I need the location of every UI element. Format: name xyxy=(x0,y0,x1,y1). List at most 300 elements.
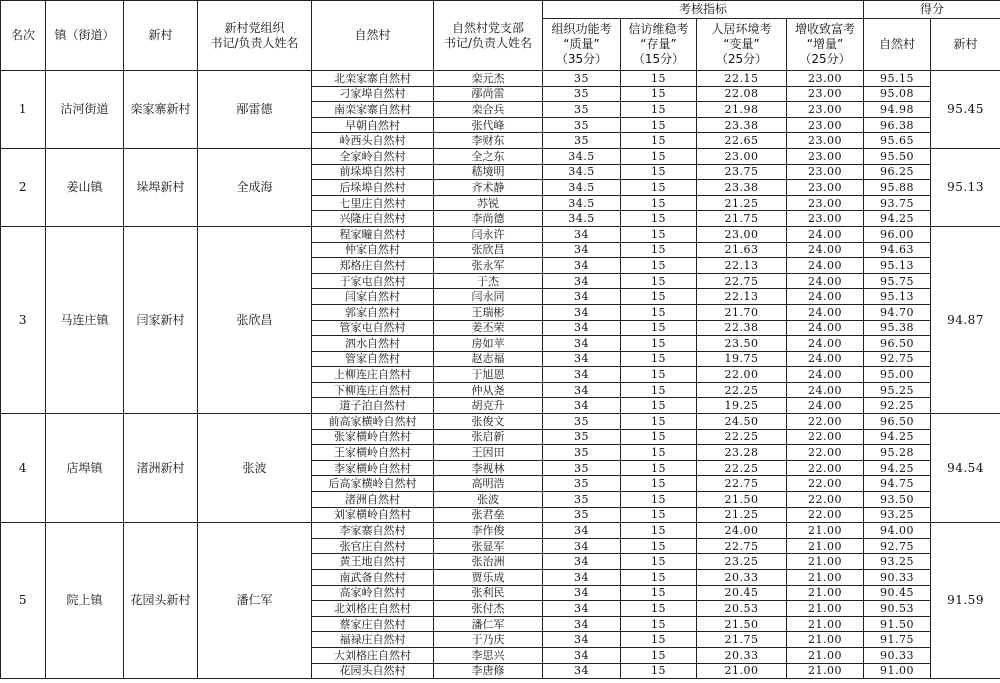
natural-village-name: 大刘格庄自然村 xyxy=(312,647,434,663)
new-village-total: 95.45 xyxy=(931,71,1000,149)
change-score: 22.25 xyxy=(697,429,787,445)
natural-village-total: 94.70 xyxy=(864,304,931,320)
natural-village-secretary: 李视林 xyxy=(434,460,543,476)
increase-score: 23.00 xyxy=(787,102,864,118)
quality-score: 35 xyxy=(543,414,621,430)
natural-village-total: 91.00 xyxy=(864,663,931,679)
increase-score: 22.00 xyxy=(787,445,864,461)
table-row xyxy=(1,414,1000,430)
change-score: 19.25 xyxy=(697,398,787,414)
change-score: 21.75 xyxy=(697,632,787,648)
table-body xyxy=(1,71,1000,679)
change-score: 22.15 xyxy=(697,71,787,87)
quality-score: 34 xyxy=(543,570,621,586)
header-line: 组织功能考 xyxy=(551,22,612,36)
natural-village-name: 刁家埠自然村 xyxy=(312,86,434,102)
natural-village-secretary: 闫永许 xyxy=(434,226,543,242)
natural-village-total: 93.25 xyxy=(864,507,931,523)
quality-score: 35 xyxy=(543,86,621,102)
natural-village-name: 兴隆庄自然村 xyxy=(312,211,434,227)
natural-village-secretary: 仲从尧 xyxy=(434,382,543,398)
natural-village-name: 北栾家寨自然村 xyxy=(312,71,434,87)
natural-village-secretary: 闫永同 xyxy=(434,289,543,305)
quality-score: 34 xyxy=(543,585,621,601)
table-header xyxy=(1,1,1000,71)
quality-score: 34 xyxy=(543,616,621,632)
natural-village-total: 95.50 xyxy=(864,148,931,164)
stock-score: 15 xyxy=(621,476,697,492)
increase-score: 21.00 xyxy=(787,632,864,648)
stock-score: 15 xyxy=(621,367,697,383)
natural-village-name: 渚洲自然村 xyxy=(312,492,434,508)
header-line: “质量” xyxy=(563,37,600,51)
natural-village-secretary: 于杰 xyxy=(434,273,543,289)
quality-score: 35 xyxy=(543,507,621,523)
increase-score: 22.00 xyxy=(787,492,864,508)
quality-score: 34 xyxy=(543,632,621,648)
change-score: 22.75 xyxy=(697,476,787,492)
stock-score: 15 xyxy=(621,289,697,305)
increase-score: 21.00 xyxy=(787,616,864,632)
new-village-total: 94.87 xyxy=(931,226,1000,413)
stock-score: 15 xyxy=(621,164,697,180)
header-line: “增量” xyxy=(806,37,844,51)
stock-score: 15 xyxy=(621,554,697,570)
table-row xyxy=(1,523,1000,539)
natural-village-total: 90.53 xyxy=(864,601,931,617)
natural-village-secretary: 张代峰 xyxy=(434,117,543,133)
header-line: 信访维稳考 xyxy=(628,22,689,36)
natural-village-name: 张官庄自然村 xyxy=(312,538,434,554)
natural-village-secretary: 李尚德 xyxy=(434,211,543,227)
natural-village-total: 92.75 xyxy=(864,538,931,554)
new-village-cell: 垛埠新村 xyxy=(124,148,198,226)
natural-village-name: 前高家横岭自然村 xyxy=(312,414,434,430)
natural-village-name: 蔡家庄自然村 xyxy=(312,616,434,632)
change-score: 23.28 xyxy=(697,445,787,461)
natural-village-name: 七里庄自然村 xyxy=(312,195,434,211)
natural-village-secretary: 贾乐成 xyxy=(434,570,543,586)
quality-score: 34.5 xyxy=(543,211,621,227)
header-line: 人居环境考 xyxy=(711,22,772,36)
natural-village-name: 张家横岭自然村 xyxy=(312,429,434,445)
natural-village-secretary: 张治洲 xyxy=(434,554,543,570)
increase-score: 22.00 xyxy=(787,429,864,445)
change-score: 21.00 xyxy=(697,663,787,679)
natural-village-name: 南栾家寨自然村 xyxy=(312,102,434,118)
increase-score: 23.00 xyxy=(787,148,864,164)
increase-score: 21.00 xyxy=(787,647,864,663)
increase-score: 21.00 xyxy=(787,601,864,617)
natural-village-secretary: 张利民 xyxy=(434,585,543,601)
stock-score: 15 xyxy=(621,632,697,648)
natural-village-total: 93.50 xyxy=(864,492,931,508)
increase-score: 24.00 xyxy=(787,382,864,398)
change-score: 20.53 xyxy=(697,601,787,617)
natural-village-secretary: 王瑞彬 xyxy=(434,304,543,320)
quality-score: 34 xyxy=(543,242,621,258)
increase-score: 23.00 xyxy=(787,211,864,227)
stock-score: 15 xyxy=(621,429,697,445)
natural-village-total: 91.50 xyxy=(864,616,931,632)
natural-village-secretary: 于乃庆 xyxy=(434,632,543,648)
increase-score: 22.00 xyxy=(787,476,864,492)
stock-score: 15 xyxy=(621,351,697,367)
rank-cell: 3 xyxy=(1,226,46,413)
increase-score: 24.00 xyxy=(787,289,864,305)
quality-score: 34 xyxy=(543,226,621,242)
quality-score: 34 xyxy=(543,601,621,617)
stock-score: 15 xyxy=(621,273,697,289)
quality-score: 34 xyxy=(543,538,621,554)
increase-score: 23.00 xyxy=(787,164,864,180)
header-line: （35分） xyxy=(555,52,608,66)
new-village-secretary-cell: 全成海 xyxy=(198,148,312,226)
change-score: 22.65 xyxy=(697,133,787,149)
stock-score: 15 xyxy=(621,102,697,118)
quality-score: 34.5 xyxy=(543,148,621,164)
increase-score: 24.00 xyxy=(787,320,864,336)
header-indicator-change xyxy=(697,19,787,71)
stock-score: 15 xyxy=(621,601,697,617)
stock-score: 15 xyxy=(621,336,697,352)
increase-score: 23.00 xyxy=(787,180,864,196)
quality-score: 35 xyxy=(543,429,621,445)
stock-score: 15 xyxy=(621,398,697,414)
natural-village-name: 后高家横岭自然村 xyxy=(312,476,434,492)
natural-village-name: 刘家横岭自然村 xyxy=(312,507,434,523)
increase-score: 21.00 xyxy=(787,585,864,601)
stock-score: 15 xyxy=(621,148,697,164)
natural-village-total: 95.65 xyxy=(864,133,931,149)
natural-village-name: 管家自然村 xyxy=(312,351,434,367)
rank-cell: 4 xyxy=(1,414,46,523)
table-row xyxy=(1,226,1000,242)
natural-village-name: 北刘格庄自然村 xyxy=(312,601,434,617)
increase-score: 22.00 xyxy=(787,507,864,523)
increase-score: 24.00 xyxy=(787,351,864,367)
new-village-total: 95.13 xyxy=(931,148,1000,226)
header-natural-village: 自然村 xyxy=(312,1,434,71)
new-village-cell: 栾家寨新村 xyxy=(124,71,198,149)
town-cell: 院上镇 xyxy=(46,523,124,679)
stock-score: 15 xyxy=(621,86,697,102)
change-score: 22.75 xyxy=(697,538,787,554)
stock-score: 15 xyxy=(621,180,697,196)
quality-score: 34 xyxy=(543,351,621,367)
quality-score: 34 xyxy=(543,647,621,663)
table-row xyxy=(1,148,1000,164)
natural-village-total: 96.50 xyxy=(864,336,931,352)
stock-score: 15 xyxy=(621,320,697,336)
natural-village-name: 前垛埠自然村 xyxy=(312,164,434,180)
change-score: 22.00 xyxy=(697,367,787,383)
header-score-natural: 自然村 xyxy=(864,19,931,71)
quality-score: 34.5 xyxy=(543,180,621,196)
increase-score: 21.00 xyxy=(787,554,864,570)
change-score: 23.25 xyxy=(697,554,787,570)
quality-score: 34.5 xyxy=(543,195,621,211)
increase-score: 21.00 xyxy=(787,570,864,586)
natural-village-total: 90.33 xyxy=(864,570,931,586)
stock-score: 15 xyxy=(621,382,697,398)
new-village-cell: 花园头新村 xyxy=(124,523,198,679)
header-line: 书记/负责人姓名 xyxy=(443,35,533,50)
change-score: 23.50 xyxy=(697,336,787,352)
rank-cell: 1 xyxy=(1,71,46,149)
natural-village-secretary: 胡克升 xyxy=(434,398,543,414)
increase-score: 24.00 xyxy=(787,226,864,242)
quality-score: 35 xyxy=(543,460,621,476)
natural-village-total: 95.88 xyxy=(864,180,931,196)
natural-village-name: 郑格庄自然村 xyxy=(312,258,434,274)
quality-score: 35 xyxy=(543,445,621,461)
header-score-new: 新村 xyxy=(931,19,1000,71)
change-score: 24.50 xyxy=(697,414,787,430)
quality-score: 34 xyxy=(543,336,621,352)
increase-score: 24.00 xyxy=(787,336,864,352)
change-score: 23.00 xyxy=(697,148,787,164)
quality-score: 34 xyxy=(543,367,621,383)
stock-score: 15 xyxy=(621,460,697,476)
natural-village-total: 95.13 xyxy=(864,289,931,305)
natural-village-name: 于家屯自然村 xyxy=(312,273,434,289)
natural-village-total: 94.98 xyxy=(864,102,931,118)
natural-village-name: 花园头自然村 xyxy=(312,663,434,679)
change-score: 22.38 xyxy=(697,320,787,336)
quality-score: 34 xyxy=(543,663,621,679)
quality-score: 35 xyxy=(543,102,621,118)
rank-cell: 2 xyxy=(1,148,46,226)
stock-score: 15 xyxy=(621,211,697,227)
town-cell: 马连庄镇 xyxy=(46,226,124,413)
natural-village-secretary: 齐术静 xyxy=(434,180,543,196)
change-score: 19.75 xyxy=(697,351,787,367)
stock-score: 15 xyxy=(621,616,697,632)
increase-score: 21.00 xyxy=(787,663,864,679)
town-cell: 店埠镇 xyxy=(46,414,124,523)
header-line: “变量” xyxy=(723,37,760,51)
change-score: 21.63 xyxy=(697,242,787,258)
change-score: 21.25 xyxy=(697,507,787,523)
rank-cell: 5 xyxy=(1,523,46,679)
natural-village-name: 后垛埠自然村 xyxy=(312,180,434,196)
quality-score: 34 xyxy=(543,289,621,305)
natural-village-secretary: 潘仁军 xyxy=(434,616,543,632)
quality-score: 34 xyxy=(543,304,621,320)
natural-village-total: 96.50 xyxy=(864,414,931,430)
stock-score: 15 xyxy=(621,663,697,679)
natural-village-name: 郭家自然村 xyxy=(312,304,434,320)
header-indicator-increase xyxy=(787,19,864,71)
header-line: （15分） xyxy=(632,52,685,66)
change-score: 22.75 xyxy=(697,273,787,289)
quality-score: 34 xyxy=(543,273,621,289)
stock-score: 15 xyxy=(621,258,697,274)
stock-score: 15 xyxy=(621,133,697,149)
natural-village-secretary: 张永军 xyxy=(434,258,543,274)
natural-village-name: 上柳连庄自然村 xyxy=(312,367,434,383)
change-score: 22.08 xyxy=(697,86,787,102)
new-village-secretary-cell: 张欣昌 xyxy=(198,226,312,413)
change-score: 23.00 xyxy=(697,226,787,242)
header-indicator-quality xyxy=(543,19,621,71)
increase-score: 24.00 xyxy=(787,242,864,258)
quality-score: 34 xyxy=(543,554,621,570)
natural-village-secretary: 栾元杰 xyxy=(434,71,543,87)
natural-village-total: 94.25 xyxy=(864,211,931,227)
stock-score: 15 xyxy=(621,585,697,601)
natural-village-secretary: 李作俊 xyxy=(434,523,543,539)
change-score: 23.75 xyxy=(697,164,787,180)
new-village-cell: 渚洲新村 xyxy=(124,414,198,523)
natural-village-secretary: 邴尚雷 xyxy=(434,86,543,102)
stock-score: 15 xyxy=(621,242,697,258)
change-score: 23.38 xyxy=(697,180,787,196)
quality-score: 34.5 xyxy=(543,164,621,180)
natural-village-name: 李家寨自然村 xyxy=(312,523,434,539)
natural-village-secretary: 苏锐 xyxy=(434,195,543,211)
header-new-village: 新村 xyxy=(124,1,198,71)
stock-score: 15 xyxy=(621,304,697,320)
change-score: 20.33 xyxy=(697,570,787,586)
increase-score: 24.00 xyxy=(787,273,864,289)
natural-village-total: 95.13 xyxy=(864,258,931,274)
natural-village-name: 闫家自然村 xyxy=(312,289,434,305)
natural-village-total: 95.38 xyxy=(864,320,931,336)
natural-village-secretary: 全之东 xyxy=(434,148,543,164)
stock-score: 15 xyxy=(621,71,697,87)
stock-score: 15 xyxy=(621,492,697,508)
natural-village-name: 泗水自然村 xyxy=(312,336,434,352)
header-indicators-group: 考核指标 xyxy=(543,1,864,19)
natural-village-secretary: 于旭恩 xyxy=(434,367,543,383)
stock-score: 15 xyxy=(621,523,697,539)
natural-village-total: 96.38 xyxy=(864,117,931,133)
natural-village-total: 95.00 xyxy=(864,367,931,383)
natural-village-total: 93.25 xyxy=(864,554,931,570)
change-score: 22.13 xyxy=(697,289,787,305)
natural-village-name: 程家疃自然村 xyxy=(312,226,434,242)
natural-village-name: 全家岭自然村 xyxy=(312,148,434,164)
change-score: 22.25 xyxy=(697,460,787,476)
header-score-group: 得分 xyxy=(864,1,1000,19)
change-score: 24.00 xyxy=(697,523,787,539)
natural-village-name: 仲家自然村 xyxy=(312,242,434,258)
change-score: 21.50 xyxy=(697,616,787,632)
change-score: 20.45 xyxy=(697,585,787,601)
quality-score: 34 xyxy=(543,258,621,274)
stock-score: 15 xyxy=(621,226,697,242)
natural-village-secretary: 张付杰 xyxy=(434,601,543,617)
increase-score: 22.00 xyxy=(787,460,864,476)
stock-score: 15 xyxy=(621,507,697,523)
increase-score: 24.00 xyxy=(787,258,864,274)
change-score: 22.13 xyxy=(697,258,787,274)
change-score: 21.98 xyxy=(697,102,787,118)
natural-village-total: 94.00 xyxy=(864,523,931,539)
natural-village-total: 95.08 xyxy=(864,86,931,102)
header-line: （25分） xyxy=(715,52,768,66)
natural-village-secretary: 嵇境明 xyxy=(434,164,543,180)
natural-village-secretary: 张启新 xyxy=(434,429,543,445)
change-score: 21.25 xyxy=(697,195,787,211)
new-village-secretary-cell: 张波 xyxy=(198,414,312,523)
natural-village-total: 94.25 xyxy=(864,429,931,445)
new-village-secretary-cell: 邴雷德 xyxy=(198,71,312,149)
natural-village-secretary: 赵志福 xyxy=(434,351,543,367)
town-cell: 姜山镇 xyxy=(46,148,124,226)
natural-village-total: 94.63 xyxy=(864,242,931,258)
quality-score: 34 xyxy=(543,398,621,414)
natural-village-total: 90.45 xyxy=(864,585,931,601)
quality-score: 35 xyxy=(543,117,621,133)
natural-village-name: 道子泊自然村 xyxy=(312,398,434,414)
increase-score: 22.00 xyxy=(787,414,864,430)
header-line: （25分） xyxy=(799,52,851,66)
natural-village-secretary: 王因田 xyxy=(434,445,543,461)
header-town: 镇（街道） xyxy=(46,1,124,71)
natural-village-secretary: 姜丕荣 xyxy=(434,320,543,336)
stock-score: 15 xyxy=(621,538,697,554)
header-line: 书记/负责人姓名 xyxy=(210,35,299,50)
natural-village-secretary: 李财东 xyxy=(434,133,543,149)
change-score: 21.70 xyxy=(697,304,787,320)
natural-village-total: 96.25 xyxy=(864,164,931,180)
natural-village-total: 94.75 xyxy=(864,476,931,492)
new-village-total: 91.59 xyxy=(931,523,1000,679)
new-village-total: 94.54 xyxy=(931,414,1000,523)
natural-village-name: 福禄庄自然村 xyxy=(312,632,434,648)
increase-score: 23.00 xyxy=(787,195,864,211)
natural-village-total: 90.33 xyxy=(864,647,931,663)
stock-score: 15 xyxy=(621,195,697,211)
natural-village-name: 王家横岭自然村 xyxy=(312,445,434,461)
table-row xyxy=(1,71,1000,87)
increase-score: 24.00 xyxy=(787,304,864,320)
quality-score: 34 xyxy=(543,382,621,398)
change-score: 21.75 xyxy=(697,211,787,227)
natural-village-secretary: 李思兴 xyxy=(434,647,543,663)
natural-village-secretary: 张波 xyxy=(434,492,543,508)
change-score: 20.33 xyxy=(697,647,787,663)
natural-village-total: 91.75 xyxy=(864,632,931,648)
increase-score: 24.00 xyxy=(787,398,864,414)
change-score: 23.38 xyxy=(697,117,787,133)
quality-score: 34 xyxy=(543,523,621,539)
natural-village-secretary: 高明浩 xyxy=(434,476,543,492)
natural-village-name: 黄王地自然村 xyxy=(312,554,434,570)
quality-score: 35 xyxy=(543,133,621,149)
natural-village-secretary: 房如苹 xyxy=(434,336,543,352)
stock-score: 15 xyxy=(621,117,697,133)
header-line: “存量” xyxy=(640,37,677,51)
change-score: 22.25 xyxy=(697,382,787,398)
increase-score: 23.00 xyxy=(787,86,864,102)
header-natural-village-secretary xyxy=(434,1,543,71)
header-line: 新村党组织 xyxy=(224,20,285,35)
quality-score: 35 xyxy=(543,71,621,87)
stock-score: 15 xyxy=(621,445,697,461)
increase-score: 21.00 xyxy=(787,523,864,539)
stock-score: 15 xyxy=(621,570,697,586)
header-line: 自然村党支部 xyxy=(451,20,524,35)
natural-village-total: 95.75 xyxy=(864,273,931,289)
natural-village-total: 94.25 xyxy=(864,460,931,476)
natural-village-name: 李家横岭自然村 xyxy=(312,460,434,476)
natural-village-total: 93.75 xyxy=(864,195,931,211)
increase-score: 21.00 xyxy=(787,538,864,554)
